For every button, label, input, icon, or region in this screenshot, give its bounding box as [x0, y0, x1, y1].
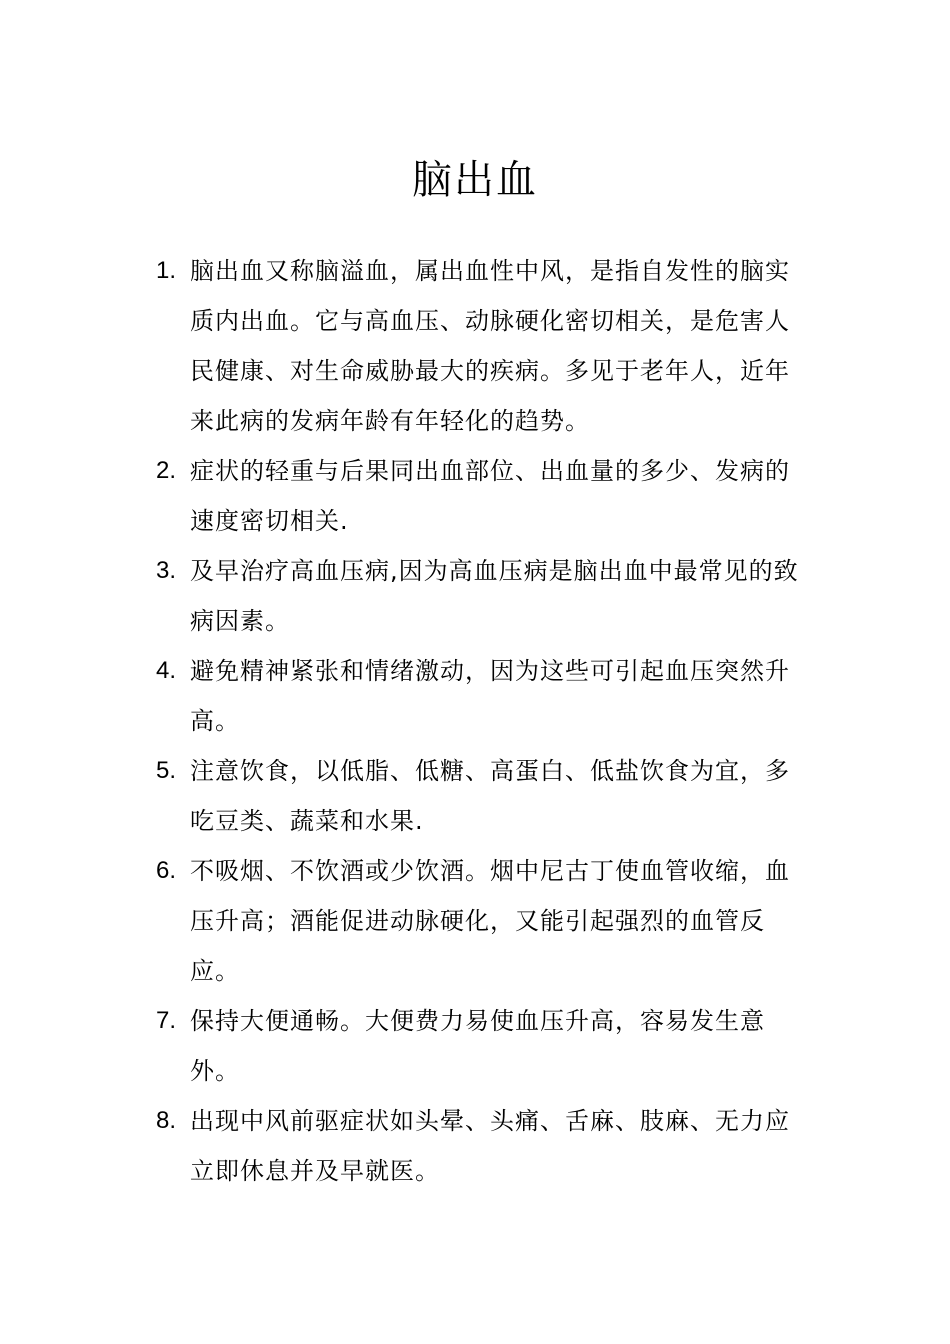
- list-item: [156, 846, 836, 996]
- item-number: 7.: [156, 1007, 177, 1034]
- item-number: 4.: [156, 657, 177, 684]
- item-number: 6.: [156, 857, 177, 884]
- item-text: 注意饮食，以低脂、低糖、高蛋白、低盐饮食为宜，多吃豆类、蔬菜和水果.: [190, 757, 790, 835]
- item-text: 脑出血又称脑溢血，属出血性中风，是指自发性的脑实质内出血。它与高血压、动脉硬化密切相关，是危害人民健康、对生命威胁最大的疾病。多见于老年人，近年来此病的发病年龄有年轻化的趋势。: [190, 257, 790, 435]
- list-item: [156, 246, 836, 446]
- item-number: 2.: [156, 457, 177, 484]
- list-item: [156, 546, 836, 646]
- numbered-list: [156, 246, 836, 1196]
- item-number: 5.: [156, 757, 177, 784]
- item-text: 症状的轻重与后果同出血部位、出血量的多少、发病的速度密切相关.: [190, 457, 790, 535]
- item-text: 出现中风前驱症状如头晕、头痛、舌麻、肢麻、无力应立即休息并及早就医。: [190, 1107, 790, 1185]
- item-text: 保持大便通畅。大便费力易使血压升高，容易发生意外。: [190, 1007, 765, 1085]
- list-item: [156, 996, 836, 1096]
- list-item: [156, 446, 836, 546]
- list-item: [156, 1096, 836, 1196]
- list-item: [156, 746, 836, 846]
- item-text: 不吸烟、不饮酒或少饮酒。烟中尼古丁使血管收缩，血压升高；酒能促进动脉硬化，又能引起强烈的血管反应。: [190, 857, 790, 985]
- item-text: 避免精神紧张和情绪激动，因为这些可引起血压突然升高。: [190, 657, 790, 735]
- list-item: [156, 646, 836, 746]
- item-number: 1.: [156, 257, 177, 284]
- item-text: 及早治疗高血压病,因为高血压病是脑出血中最常见的致病因素。: [190, 557, 799, 635]
- page-title: 脑出血: [412, 157, 538, 203]
- item-number: 8.: [156, 1107, 177, 1134]
- item-number: 3.: [156, 557, 177, 584]
